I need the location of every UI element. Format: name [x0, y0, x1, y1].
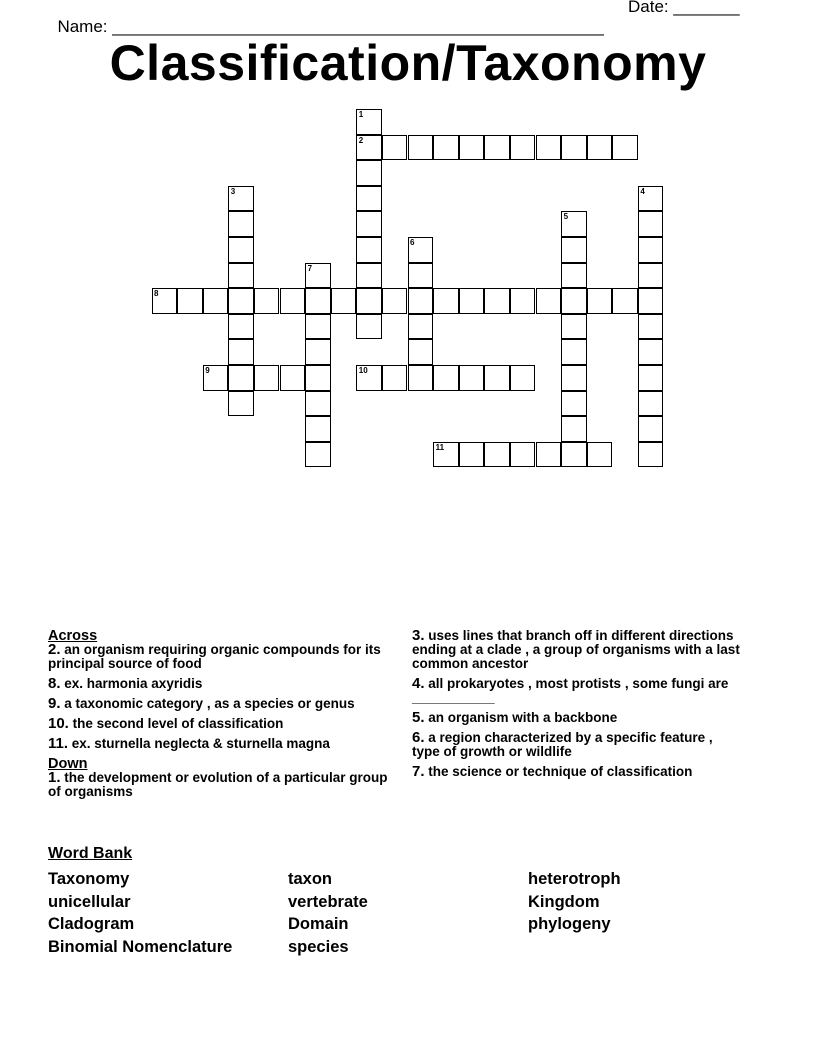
- crossword-cell[interactable]: [356, 186, 382, 212]
- crossword-cell[interactable]: [228, 365, 254, 391]
- crossword-cell[interactable]: [356, 160, 382, 186]
- clue-item: [48, 771, 403, 799]
- word-bank-word: Kingdom: [528, 892, 600, 911]
- crossword-cell[interactable]: [561, 339, 587, 365]
- across-clue-list: [48, 643, 403, 751]
- crossword-cell[interactable]: [638, 314, 664, 340]
- page-title: Classification/Taxonomy: [109, 35, 707, 91]
- crossword-cell[interactable]: [459, 442, 485, 468]
- crossword-cell[interactable]: [561, 135, 587, 161]
- word-bank-heading: Word Bank: [48, 845, 133, 862]
- crossword-cell[interactable]: [382, 288, 408, 314]
- clues-right-column: [412, 629, 742, 785]
- clue-item-text: ex. harmonia axyridis: [60, 676, 203, 691]
- crossword-cell[interactable]: [561, 237, 587, 263]
- clue-item-text: a region characterized by a specific feature , type of growth or wildlife: [412, 730, 713, 759]
- crossword-cell[interactable]: [587, 288, 613, 314]
- crossword-cell[interactable]: [459, 135, 485, 161]
- crossword-cell[interactable]: [587, 135, 613, 161]
- crossword-cell[interactable]: [638, 442, 664, 468]
- crossword-cell[interactable]: [228, 339, 254, 365]
- clue-number: 11: [435, 442, 445, 452]
- crossword-cell[interactable]: [536, 135, 562, 161]
- clue-number: 10: [358, 366, 368, 375]
- crossword-cell[interactable]: [305, 416, 331, 442]
- clue-item: [412, 765, 742, 779]
- clues-left-column: [48, 629, 403, 805]
- crossword-cell[interactable]: [561, 442, 587, 468]
- crossword-cell[interactable]: [254, 288, 280, 314]
- clue-item-number: 3.: [412, 627, 425, 644]
- clue-item: [48, 677, 403, 691]
- crossword-cell[interactable]: [638, 339, 664, 365]
- clue-number: 5: [563, 212, 569, 222]
- clue-number: 1: [358, 110, 364, 119]
- crossword-cell[interactable]: [305, 288, 331, 314]
- down-clue-list-right: [412, 629, 742, 779]
- crossword-cell[interactable]: [612, 135, 638, 161]
- crossword-cell[interactable]: [408, 288, 434, 314]
- crossword-cell[interactable]: [638, 416, 664, 442]
- clue-item: [412, 711, 742, 725]
- clue-item: [412, 731, 742, 759]
- clue-item-number: 2.: [48, 641, 61, 658]
- crossword-cell[interactable]: [638, 237, 664, 263]
- crossword-cell[interactable]: [228, 391, 254, 417]
- word-bank-word: phylogeny: [528, 915, 611, 933]
- clue-item-number: 5.: [412, 709, 425, 726]
- crossword-cell[interactable]: [254, 365, 280, 391]
- clue-item: [48, 717, 403, 731]
- crossword-cell[interactable]: [305, 339, 331, 365]
- name-field-label[interactable]: Name: ____________________________________________________: [57, 17, 604, 36]
- clue-number: 9: [205, 366, 210, 375]
- crossword-cell[interactable]: [587, 442, 613, 468]
- crossword-cell[interactable]: [484, 442, 510, 468]
- clue-item-number: 7.: [412, 763, 425, 780]
- crossword-cell[interactable]: [280, 288, 306, 314]
- clue-item-text: uses lines that branch off in different directions ending at a clade , a group of organisms with a last common ancestor: [412, 628, 740, 671]
- crossword-cell[interactable]: [484, 135, 510, 161]
- crossword-cell[interactable]: [331, 288, 357, 314]
- crossword-cell[interactable]: [561, 391, 587, 417]
- word-bank-word: Binomial Nomenclature: [48, 937, 233, 956]
- clue-item-text: an organism requiring organic compounds for its principal source of food: [48, 642, 381, 671]
- clue-number: 8: [154, 289, 159, 299]
- clue-item-number: 1.: [48, 769, 61, 786]
- crossword-cell[interactable]: [356, 211, 382, 237]
- crossword-cell[interactable]: [638, 211, 664, 237]
- clue-item-text: the second level of classification: [68, 716, 284, 731]
- down-clue-list-left: [48, 771, 403, 799]
- word-bank-word: taxon: [288, 870, 333, 888]
- clue-item-text: the science or technique of classification: [424, 764, 693, 779]
- clue-item-text: an organism with a backbone: [424, 710, 618, 725]
- clue-item-text: the development or evolution of a particular group of organisms: [48, 770, 388, 799]
- clue-item-number: 9.: [48, 695, 61, 712]
- crossword-cell[interactable]: [408, 314, 434, 340]
- crossword-cell[interactable]: [638, 391, 664, 417]
- crossword-cell[interactable]: [356, 237, 382, 263]
- word-bank-word: species: [288, 937, 349, 956]
- clue-number: 4: [640, 186, 645, 196]
- crossword-cell[interactable]: [228, 288, 254, 314]
- word-bank-word: Domain: [288, 915, 349, 933]
- clue-item-text: a taxonomic category , as a species or genus: [60, 696, 355, 711]
- crossword-cell[interactable]: [177, 288, 203, 314]
- crossword-cell[interactable]: [228, 314, 254, 340]
- word-bank-column-2: [288, 868, 368, 958]
- clue-item-number: 11.: [48, 735, 69, 752]
- crossword-cell[interactable]: [484, 365, 510, 391]
- crossword-cell[interactable]: [356, 263, 382, 289]
- crossword-cell[interactable]: [280, 365, 306, 391]
- crossword-cell[interactable]: [356, 288, 382, 314]
- crossword-cell[interactable]: [612, 288, 638, 314]
- clue-item-number: 4.: [412, 675, 425, 692]
- down-heading: Down: [48, 756, 88, 772]
- word-bank-column-1: [48, 868, 232, 958]
- crossword-cell[interactable]: [305, 365, 331, 391]
- crossword-cell[interactable]: [459, 365, 485, 391]
- crossword-cell[interactable]: [433, 288, 459, 314]
- word-bank-word: heterotroph: [528, 870, 621, 888]
- crossword-cell[interactable]: [433, 135, 459, 161]
- crossword-cell[interactable]: [638, 365, 664, 391]
- clue-number: 3: [230, 186, 236, 196]
- clue-item: [412, 629, 742, 671]
- clue-number: 6: [410, 238, 415, 247]
- crossword-cell[interactable]: [433, 365, 459, 391]
- clue-item-text: all prokaryotes , most protists , some fungi are ___________: [412, 676, 729, 705]
- crossword-cell[interactable]: [561, 263, 587, 289]
- date-field-label[interactable]: Date: _______: [628, 0, 740, 16]
- crossword-cell[interactable]: [561, 314, 587, 340]
- clue-item: [48, 643, 403, 671]
- crossword-cell[interactable]: [408, 339, 434, 365]
- crossword-cell[interactable]: [536, 442, 562, 468]
- word-bank-word: Cladogram: [48, 915, 135, 933]
- crossword-cell[interactable]: [305, 442, 331, 468]
- crossword-cell[interactable]: [408, 135, 434, 161]
- word-bank-column-3: [528, 868, 621, 936]
- crossword-cell[interactable]: [510, 135, 536, 161]
- crossword-cell[interactable]: [382, 365, 408, 391]
- crossword-cell[interactable]: [638, 288, 664, 314]
- crossword-cell[interactable]: [561, 288, 587, 314]
- crossword-cell[interactable]: [510, 442, 536, 468]
- crossword-cell[interactable]: [510, 288, 536, 314]
- word-bank-word: Taxonomy: [48, 870, 130, 888]
- crossword-cell[interactable]: [510, 365, 536, 391]
- crossword-cell[interactable]: [356, 314, 382, 340]
- crossword-cell[interactable]: [459, 288, 485, 314]
- crossword-cell[interactable]: [228, 237, 254, 263]
- crossword-cell[interactable]: [638, 263, 664, 289]
- across-heading: Across: [48, 628, 98, 644]
- crossword-cell[interactable]: [203, 288, 229, 314]
- crossword-cell[interactable]: [408, 365, 434, 391]
- clue-item: [48, 737, 403, 751]
- crossword-cell[interactable]: [228, 211, 254, 237]
- crossword-cell[interactable]: [305, 391, 331, 417]
- crossword-cell[interactable]: [408, 263, 434, 289]
- crossword-cell[interactable]: [561, 416, 587, 442]
- clue-number: 7: [307, 263, 313, 273]
- clue-item-number: 10.: [48, 715, 69, 732]
- crossword-cell[interactable]: [484, 288, 510, 314]
- clue-item: [412, 677, 742, 705]
- clue-item-text: ex. sturnella neglecta & sturnella magna: [68, 736, 330, 751]
- crossword-cell[interactable]: [536, 288, 562, 314]
- clue-number: 2: [358, 135, 364, 145]
- crossword-cell[interactable]: [382, 135, 408, 161]
- clue-item-number: 6.: [412, 729, 425, 746]
- clue-item: [48, 697, 403, 711]
- crossword-cell[interactable]: [305, 314, 331, 340]
- crossword-cell[interactable]: [228, 263, 254, 289]
- crossword-cell[interactable]: [561, 365, 587, 391]
- clue-item-number: 8.: [48, 675, 61, 692]
- word-bank-word: vertebrate: [288, 892, 368, 911]
- word-bank-word: unicellular: [48, 892, 131, 911]
